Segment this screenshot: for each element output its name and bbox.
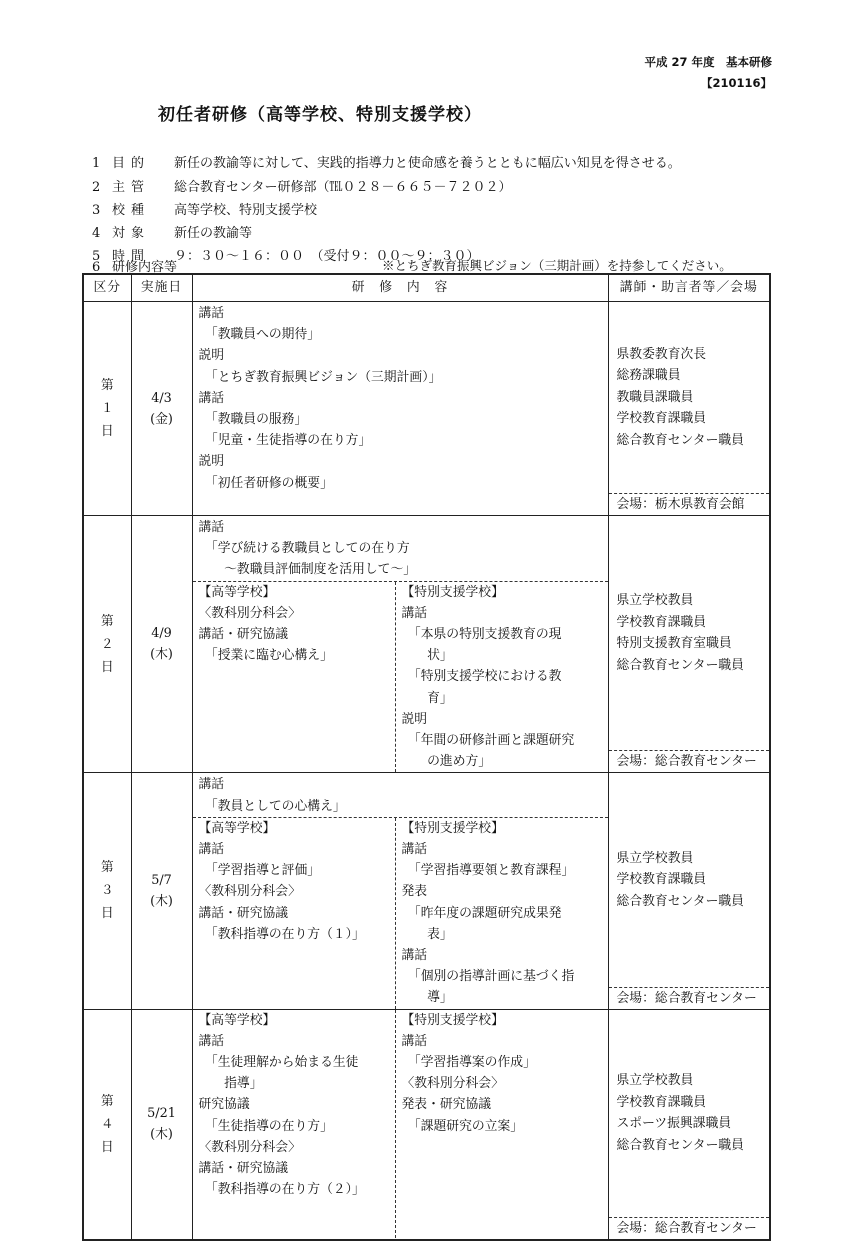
content-line: 講話 xyxy=(401,1033,428,1049)
content-line: 講話 xyxy=(198,841,225,857)
session-content xyxy=(192,516,608,773)
session-date: 4/3 (金) xyxy=(131,302,192,516)
content-line: 【特別支援学校】 xyxy=(401,584,504,600)
special-school-content xyxy=(396,582,608,773)
content-line: 講話 xyxy=(401,947,428,963)
content-line: 講話 xyxy=(401,841,428,857)
content-line: 総合教育センター職員 xyxy=(616,893,744,909)
table-header-row xyxy=(83,274,770,302)
table-row xyxy=(83,1009,770,1240)
info-value: 新任の教諭等 xyxy=(174,226,253,241)
info-item xyxy=(92,199,317,218)
session-content xyxy=(192,302,608,516)
info-value: ９：３０～１６：００ （受付９：００～９：３０） xyxy=(174,249,480,264)
day-label: 第 １ 日 xyxy=(83,302,131,516)
content-line: 学校教育課職員 xyxy=(616,614,707,630)
content-line: 「本県の特別支援教育の現 xyxy=(401,626,562,642)
content-line: 県立学校教員 xyxy=(616,1073,694,1089)
info-key: 目的 xyxy=(112,156,151,171)
content-line: 〈教科別分科会〉 xyxy=(198,1139,301,1155)
content-line: 講話 xyxy=(198,777,225,793)
high-school-content xyxy=(193,818,396,1009)
session-content xyxy=(192,773,608,1009)
lecturer-cell xyxy=(608,773,770,1009)
program-year: 平成 27 年度 基本研修 xyxy=(644,55,772,69)
content-line: 特別支援教育室職員 xyxy=(616,636,732,652)
content-line: 「児童・生徒指導の在り方」 xyxy=(198,433,372,449)
special-school-content xyxy=(396,818,608,1009)
table-row xyxy=(83,302,770,516)
content-line: 「個別の指導計画に基づく指 xyxy=(401,969,575,985)
venue-label: 会場：総合教育センター xyxy=(609,1217,770,1239)
content-line: 「学習指導要領と教育課程」 xyxy=(401,863,575,879)
split-content xyxy=(193,1010,608,1238)
content-line: 総合教育センター職員 xyxy=(616,1137,744,1153)
info-number: 3 xyxy=(92,203,101,218)
header-kubun: 区分 xyxy=(83,274,131,302)
lecturer-list xyxy=(609,773,770,986)
session-date: 5/21 (木) xyxy=(131,1009,192,1240)
content-line: 〈教科別分科会〉 xyxy=(198,884,301,900)
content-line: 【高等学校】 xyxy=(198,1012,276,1028)
content-line: 総合教育センター職員 xyxy=(616,657,744,673)
content-line: 「年間の研修計画と課題研究 xyxy=(401,732,575,748)
venue-label: 会場：栃木県教育会館 xyxy=(609,493,770,515)
content-line: 【高等学校】 xyxy=(198,820,276,836)
info-item xyxy=(92,152,681,171)
lecturer-cell xyxy=(608,302,770,516)
info-item xyxy=(92,222,252,241)
info-number: 5 xyxy=(92,249,101,264)
content-line: の進め方」 xyxy=(401,754,492,770)
page-title: 初任者研修（高等学校、特別支援学校） xyxy=(158,105,482,125)
content-line: 学校教育課職員 xyxy=(616,1094,707,1110)
content-line: 「特別支援学校における教 xyxy=(401,669,562,685)
venue-label: 会場：総合教育センター xyxy=(609,987,770,1009)
content-line: 県教委教育次長 xyxy=(616,346,707,362)
lecturer-list xyxy=(609,516,770,750)
lecturer-list xyxy=(609,1010,770,1218)
content-line: 【特別支援学校】 xyxy=(401,820,504,836)
header-date: 実施日 xyxy=(131,274,192,302)
content-line: 総合教育センター職員 xyxy=(616,432,744,448)
content-line: 講話 xyxy=(198,1033,225,1049)
content-line: 導」 xyxy=(401,990,453,1006)
content-line: 「教科指導の在り方（１）」 xyxy=(198,926,365,942)
session-content xyxy=(192,1009,608,1240)
content-line: 学校教育課職員 xyxy=(616,872,707,888)
info-key: 対象 xyxy=(112,226,151,241)
content-line: 説明 xyxy=(198,454,225,470)
header-content: 研 修 内 容 xyxy=(192,274,608,302)
content-line: 講話 xyxy=(401,605,428,621)
content-line: 「学習指導と評価」 xyxy=(198,863,321,879)
day-label: 第 ３ 日 xyxy=(83,773,131,1009)
content-line: 教職員課職員 xyxy=(616,389,694,405)
table-row xyxy=(83,516,770,773)
content-line: 講話 xyxy=(198,306,225,321)
content-line: 講話・研究協議 xyxy=(198,626,289,642)
common-content xyxy=(193,302,608,494)
content-line: 「課題研究の立案」 xyxy=(401,1118,524,1134)
course-code: 【210116】 xyxy=(700,76,772,90)
content-line: 〈教科別分科会〉 xyxy=(401,1076,504,1092)
high-school-content xyxy=(193,1010,396,1238)
lecturer-list xyxy=(609,302,770,493)
content-line: 「昨年度の課題研究成果発 xyxy=(401,905,562,921)
content-line: 研究協議 xyxy=(198,1097,250,1113)
high-school-content xyxy=(193,582,396,773)
content-line: 【高等学校】 xyxy=(198,584,276,600)
content-line: 説明 xyxy=(198,348,225,364)
content-line: 説明 xyxy=(401,711,428,727)
common-content xyxy=(193,773,608,816)
content-line: 「教職員の服務」 xyxy=(198,411,308,427)
content-line: 「学習指導案の作成」 xyxy=(401,1055,536,1070)
content-line: 表」 xyxy=(401,926,453,942)
content-line: 発表・研究協議 xyxy=(401,1097,492,1113)
venue-label: 会場：総合教育センター xyxy=(609,750,770,772)
session-date: 5/7 (木) xyxy=(131,773,192,1009)
content-line: 「生徒指導の在り方」 xyxy=(198,1118,333,1134)
content-line: 「授業に臨む心構え」 xyxy=(198,648,333,664)
info-number: 2 xyxy=(92,180,101,195)
table-row xyxy=(83,773,770,1009)
content-line: 県立学校教員 xyxy=(616,593,694,609)
content-line: 「教員としての心構え」 xyxy=(198,798,346,814)
info-key: 主管 xyxy=(112,180,151,195)
info-value: 高等学校、特別支援学校 xyxy=(174,203,318,218)
info-number: 1 xyxy=(92,156,101,171)
note-text: ※とちぎ教育振興ビジョン（三期計画）を持参してください。 xyxy=(382,258,732,273)
content-line: 「学び続ける教職員としての在り方 xyxy=(198,541,410,557)
info-number: 4 xyxy=(92,226,101,241)
content-line: 「初任者研修の概要」 xyxy=(198,475,333,491)
content-line: 講話 xyxy=(198,520,225,535)
info-number: 6 xyxy=(92,260,101,275)
content-line: 「教職員への期待」 xyxy=(198,327,321,343)
schedule-table xyxy=(82,273,771,1241)
content-line: 発表 xyxy=(401,884,428,900)
content-line: 指導」 xyxy=(198,1076,263,1092)
content-line: 総務課職員 xyxy=(616,368,681,384)
content-line: 〈教科別分科会〉 xyxy=(198,605,301,621)
content-line: 「教科指導の在り方（２）」 xyxy=(198,1182,365,1198)
content-line: 講話・研究協議 xyxy=(198,905,289,921)
content-line: 「とちぎ教育振興ビジョン（三期計画）」 xyxy=(198,369,442,385)
info-key: 時間 xyxy=(112,249,151,264)
split-content xyxy=(193,817,608,1009)
content-line: 状」 xyxy=(401,648,453,664)
day-label: 第 ４ 日 xyxy=(83,1009,131,1240)
day-label: 第 ２ 日 xyxy=(83,516,131,773)
info-item xyxy=(92,176,511,195)
session-date: 4/9 (木) xyxy=(131,516,192,773)
info-value: 新任の教諭等に対して、実践的指導力と使命感を養うとともに幅広い知見を得させる。 xyxy=(174,156,681,171)
content-line: 育」 xyxy=(401,690,453,706)
content-line: 「生徒理解から始まる生徒 xyxy=(198,1055,359,1070)
content-line: 講話 xyxy=(198,390,225,406)
content-line: 学校教育課職員 xyxy=(616,411,707,427)
common-content xyxy=(193,516,608,581)
lecturer-cell xyxy=(608,1009,770,1240)
content-line: ～教職員評価制度を活用して～」 xyxy=(198,562,417,578)
info-key: 研修内容等 xyxy=(112,260,178,275)
special-school-content xyxy=(396,1010,608,1238)
content-line: スポーツ振興課職員 xyxy=(616,1116,732,1132)
content-line: 【特別支援学校】 xyxy=(401,1012,504,1028)
split-content xyxy=(193,581,608,773)
content-line: 講話・研究協議 xyxy=(198,1161,289,1177)
header-lecturer: 講師・助言者等／会場 xyxy=(608,274,770,302)
content-line: 県立学校教員 xyxy=(616,850,694,866)
info-value: 総合教育センター研修部（℡０２８－６６５－７２０２） xyxy=(174,180,512,195)
lecturer-cell xyxy=(608,516,770,773)
info-key: 校種 xyxy=(112,203,151,218)
